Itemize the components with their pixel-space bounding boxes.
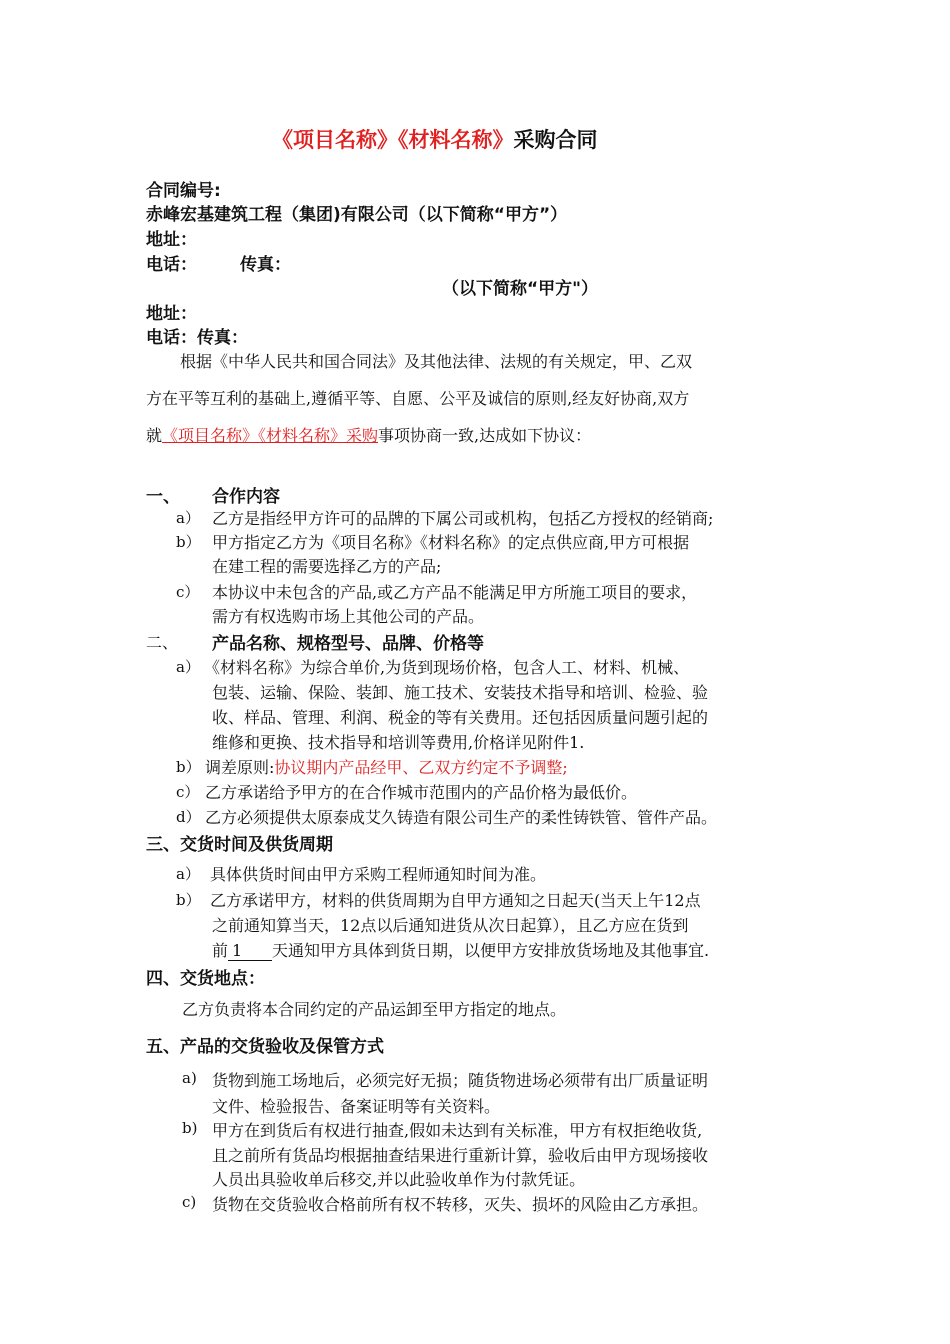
section-1-item-c-line-1: 本协议中未包含的产品,或乙方产品不能满足甲方所施工项目的要求， [212, 583, 698, 602]
section-3-item-b-marker: b） [176, 891, 201, 909]
price-adjust-label: 调差原则: [205, 758, 275, 777]
intro-line-3-prefix: 就 [146, 426, 163, 445]
section-2-title: 产品名称、规格型号、品牌、价格等 [212, 634, 484, 654]
title-contract: 采购合同 [513, 128, 598, 152]
section-5-item-b-line-3: 人员出具验收单后移交,并以此验收单作为付款凭证。 [212, 1170, 586, 1189]
contract-number-label: 合同编号: [146, 181, 221, 201]
lead-time-suffix: 天通知甲方具体到货日期，以便甲方安排放货场地及其他事宜. [272, 941, 710, 960]
intro-line-1: 根据《中华人民共和国合同法》及其他法律、法规的有关规定，甲、乙双 [180, 352, 693, 371]
section-3-item-b-line-3 [212, 938, 709, 961]
party-b-address-label: 地址： [146, 304, 197, 324]
section-5-item-b-line-1: 甲方在到货后有权进行抽查,假如未达到有关标准，甲方有权拒绝收货, [212, 1121, 703, 1140]
section-3-item-a-marker: a） [176, 865, 200, 883]
section-2-item-a-line-4: 维修和更换、技术指导和培训等费用,价格详见附件1. [212, 733, 585, 752]
section-5-item-a-line-1: 货物到施工场地后，必须完好无损；随货物进场必须带有出厂质量证明 [212, 1071, 709, 1090]
section-5-item-a-line-2: 文件、检验报告、备案证明等有关资料。 [212, 1097, 501, 1116]
section-1-item-b-marker: b） [176, 533, 201, 551]
section-1-item-c-marker: c） [176, 583, 200, 601]
section-5-title: 五、产品的交货验收及保管方式 [146, 1037, 384, 1057]
title-project-material: 《项目名称》《材料名称》 [272, 128, 514, 152]
section-5-item-b-marker: b) [182, 1119, 198, 1137]
party-a-address-label: 地址： [146, 230, 197, 250]
section-2-item-c: 乙方承诺给予甲方的在合作城市范围内的产品价格为最低价。 [205, 783, 638, 802]
section-2-number: 二、 [146, 633, 179, 652]
section-1-item-b-line-1: 甲方指定乙方为《项目名称》《材料名称》的定点供应商,甲方可根据 [212, 533, 690, 552]
section-3-item-b-line-1: 乙方承诺甲方，材料的供货周期为自甲方通知之日起天(当天上午12点 [210, 891, 701, 910]
section-3-title: 三、交货时间及供货周期 [146, 835, 333, 855]
section-2-item-a-marker: a） [176, 658, 200, 676]
lead-time-days-blank: 1 [228, 941, 272, 961]
section-5-item-b-line-2: 且之前所有货品均根据抽查结果进行重新计算，验收后由甲方现场接收 [212, 1146, 709, 1165]
section-5-item-c: 货物在交货验收合格前所有权不转移，灭失、损坏的风险由乙方承担。 [212, 1195, 709, 1214]
section-3-item-b-line-2: 之前通知算当天，12点以后通知进货从次日起算），且乙方应在货到 [212, 916, 689, 935]
section-2-item-d-marker: d） [176, 808, 201, 826]
price-adjust-rule: 协议期内产品经甲、乙双方约定不予调整; [274, 758, 568, 777]
section-3-item-a: 具体供货时间由甲方采购工程师通知时间为准。 [210, 865, 547, 884]
section-1-item-b-line-2: 在建工程的需要选择乙方的产品; [212, 557, 442, 576]
section-4-text: 乙方负责将本合同约定的产品运卸至甲方指定的地点。 [182, 1000, 567, 1019]
section-2-item-a-line-3: 收、样品、管理、利润、税金的等有关费用。还包括因质量问题引起的 [212, 708, 709, 727]
section-2-item-a-line-2: 包装、运输、保险、装卸、施工技术、安装技术指导和培训、检验、验 [212, 683, 709, 702]
section-1-item-a-marker: a） [176, 509, 200, 527]
section-1-item-a: 乙方是指经甲方许可的品牌的下属公司或机构，包括乙方授权的经销商; [212, 509, 714, 528]
party-b-phone-fax-label: 电话：传真： [146, 328, 248, 348]
section-1-item-c-line-2: 需方有权选购市场上其他公司的产品。 [212, 607, 485, 626]
section-2-item-b-marker: b） [176, 758, 201, 776]
section-1-title: 合作内容 [212, 487, 280, 507]
section-5-item-a-marker: a) [182, 1069, 197, 1087]
intro-line-3 [146, 423, 591, 446]
section-5-item-c-marker: c) [182, 1193, 197, 1211]
intro-line-3-suffix: 事项协商一致,达成如下协议： [378, 426, 592, 445]
section-2-item-c-marker: c） [176, 783, 200, 801]
party-a-phone-label: 电话： [146, 255, 197, 275]
intro-project-reference: 《项目名称》《材料名称》采购 [162, 426, 379, 445]
section-2-item-a-line-1: 《材料名称》为综合单价,为货到现场价格，包含人工、材料、机械、 [204, 658, 690, 677]
section-2-item-d: 乙方必须提供太原泰成艾久铸造有限公司生产的柔性铸铁管、管件产品。 [205, 808, 718, 827]
party-b-name: （以下简称“甲方"） [442, 279, 599, 299]
section-1-number: 一、 [146, 487, 180, 507]
lead-time-prefix: 前 [212, 941, 229, 960]
section-4-title: 四、交货地点： [146, 969, 265, 989]
party-a-name: 赤峰宏基建筑工程（集团)有限公司（以下简称“甲方”） [146, 205, 568, 225]
intro-line-2: 方在平等互利的基础上,遵循平等、自愿、公平及诚信的原则,经友好协商,双方 [146, 389, 690, 408]
party-a-fax-label: 传真： [240, 255, 291, 275]
section-2-item-b [205, 755, 568, 778]
document-title [272, 124, 598, 154]
